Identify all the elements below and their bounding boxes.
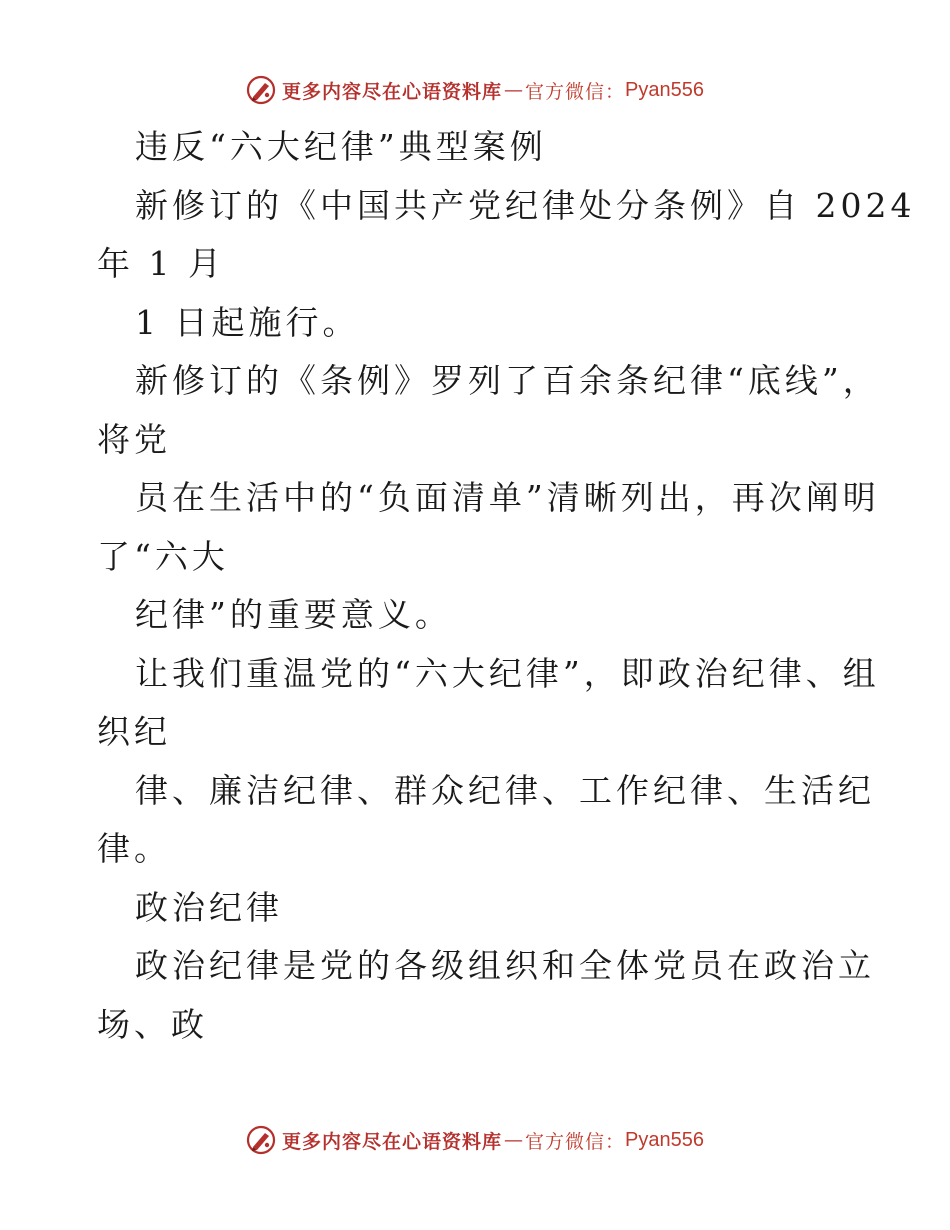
pen-logo-icon xyxy=(246,75,276,105)
body-line: 年 1 月 xyxy=(97,244,225,283)
body-line: 律。 xyxy=(97,829,171,868)
banner-dash: — xyxy=(504,79,524,101)
banner-slogan: 更多内容尽在心语资料库 xyxy=(282,80,503,103)
body-line: 将党 xyxy=(97,419,171,459)
banner-wechat-label: 官方微信： xyxy=(525,1130,626,1153)
banner-wechat-label: 官方微信： xyxy=(525,80,626,103)
body-line: 新修订的《中国共产党纪律处分条例》自 2024 xyxy=(135,185,916,225)
body-line: 了“六大 xyxy=(97,536,229,576)
body-line: 新修订的《条例》罗列了百余条纪律“底线”， xyxy=(135,361,880,400)
body-line: 律、廉洁纪律、群众纪律、工作纪律、生活纪 xyxy=(135,770,875,810)
body-line: 政治纪律是党的各级组织和全体党员在政治立 xyxy=(135,946,875,985)
banner-slogan: 更多内容尽在心语资料库 xyxy=(282,1130,503,1153)
document-body xyxy=(97,118,916,1054)
section-heading: 政治纪律 xyxy=(135,887,283,927)
body-line: 1 日起施行。 xyxy=(135,302,360,342)
body-line: 纪律”的重要意义。 xyxy=(135,595,452,634)
banner-wechat-id: Pyan556 xyxy=(625,78,704,101)
body-line: 违反“六大纪律”典型案例 xyxy=(135,127,547,166)
banner-dash: — xyxy=(504,1129,524,1151)
footer-banner xyxy=(0,1120,950,1160)
body-line: 场、政 xyxy=(97,1004,208,1044)
body-line: 让我们重温党的“六大纪律”，即政治纪律、组 xyxy=(135,653,880,693)
pen-logo-icon xyxy=(246,1125,276,1155)
banner-wechat-id: Pyan556 xyxy=(625,1128,704,1151)
header-banner xyxy=(0,70,950,110)
body-line: 织纪 xyxy=(97,712,171,751)
body-line: 员在生活中的“负面清单”清晰列出，再次阐明 xyxy=(135,478,880,517)
